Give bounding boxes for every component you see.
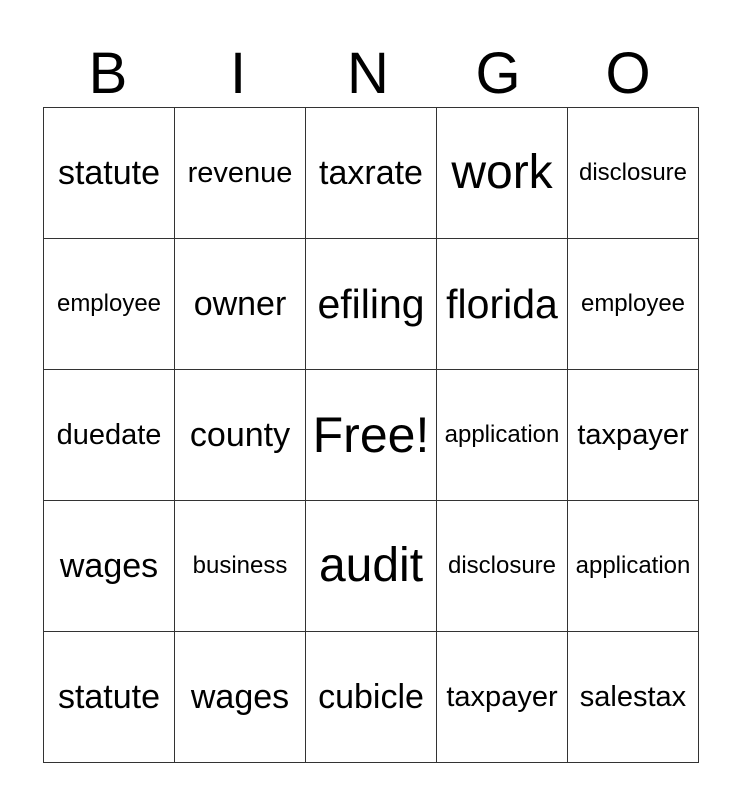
header-letter-o: O xyxy=(605,41,651,106)
bingo-cell: application xyxy=(568,501,699,632)
bingo-cell: taxpayer xyxy=(437,632,568,763)
bingo-cell: county xyxy=(175,370,306,501)
bingo-cell: application xyxy=(437,370,568,501)
bingo-cell: disclosure xyxy=(568,108,699,239)
bingo-cell: wages xyxy=(44,501,175,632)
bingo-cell: cubicle xyxy=(306,632,437,763)
bingo-cell: duedate xyxy=(44,370,175,501)
header-letter-g: G xyxy=(475,41,521,106)
header-letter-b: B xyxy=(88,41,128,106)
bingo-cell: employee xyxy=(44,239,175,370)
header-letter-n: N xyxy=(347,41,389,106)
bingo-cell: business xyxy=(175,501,306,632)
bingo-cell: disclosure xyxy=(437,501,568,632)
board-row xyxy=(44,108,699,239)
bingo-cell: taxpayer xyxy=(568,370,699,501)
bingo-cell: taxrate xyxy=(306,108,437,239)
bingo-cell: efiling xyxy=(306,239,437,370)
bingo-cell: audit xyxy=(306,501,437,632)
bingo-board xyxy=(43,107,699,763)
board-row xyxy=(44,632,699,763)
bingo-cell: work xyxy=(437,108,568,239)
bingo-cell: salestax xyxy=(568,632,699,763)
board-row xyxy=(44,501,699,632)
header-letter-i: I xyxy=(229,41,247,106)
bingo-cell: wages xyxy=(175,632,306,763)
board-row xyxy=(44,370,699,501)
bingo-cell: owner xyxy=(175,239,306,370)
bingo-cell: statute xyxy=(44,108,175,239)
bingo-header xyxy=(43,42,693,106)
board-row xyxy=(44,239,699,370)
bingo-cell: statute xyxy=(44,632,175,763)
free-space-cell: Free! xyxy=(306,370,437,501)
bingo-cell: florida xyxy=(437,239,568,370)
bingo-cell: revenue xyxy=(175,108,306,239)
bingo-cell: employee xyxy=(568,239,699,370)
